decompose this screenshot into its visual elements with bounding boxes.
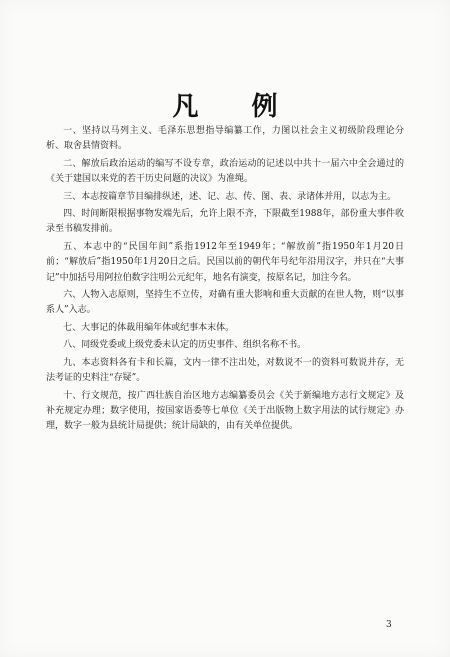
page-number: 3 bbox=[386, 620, 392, 630]
guideline-item-4: 四、时间断限根据事物发端先后，允许上限不齐，下限截至1988年，部份重大事件收录至书稿发排前。 bbox=[46, 209, 404, 235]
guideline-item-10: 十、行文规范，按广西壮族自治区地方志编纂委员会《关于新编地方志行文规定》及补充规定办理；数字使用，按国家语委等七单位《关于出版物上数字用法的试行规定》办理，数字一般为县统计局提供；统计局缺的，由有关单位提供。 bbox=[46, 390, 404, 432]
guideline-item-5: 五、本志中的“民国年间”系指1912年至1949年；“解放前”指1950年1月20日前；“解放后”指1950年1月20日之后。民国以前的朝代年号纪年沿用汉字，并只在“大事记”中加括号用阿拉伯数字注明公元纪年，地名有演变，按原名记，加注今名。 bbox=[46, 241, 404, 283]
guideline-item-3: 三、本志按篇章节目编排纵述，述、记、志、传、图、表、录诸体并用，以志为主。 bbox=[63, 191, 397, 202]
guideline-item-6: 六、人物入志原则，坚持生不立传，对确有重大影响和重大贡献的在世人物，则“以事系人”入志。 bbox=[46, 290, 404, 316]
page-title: 凡 例 bbox=[172, 92, 300, 122]
guideline-item-2: 二、解放后政治运动的编写不设专章，政治运动的记述以中共十一届六中全会通过的《关于建国以来党的若干历史问题的决议》为准绳。 bbox=[46, 158, 404, 185]
guidelines-body bbox=[46, 124, 404, 437]
guideline-item-7: 七、大事记的体裁用编年体或纪事本末体。 bbox=[63, 322, 235, 333]
guideline-item-8: 八、同级党委或上级党委未认定的历史事件、组织名称不书。 bbox=[63, 340, 307, 351]
guideline-item-9: 九、本志资料各有卡和长篇，文内一律不注出处，对数说不一的资料可数说并存，无法考证的史料注“存疑”。 bbox=[46, 357, 404, 384]
guideline-item-1: 一、坚持以马列主义、毛泽东思想指导编纂工作，力图以社会主义初级阶段理论分析、取舍县情资料。 bbox=[46, 126, 404, 152]
